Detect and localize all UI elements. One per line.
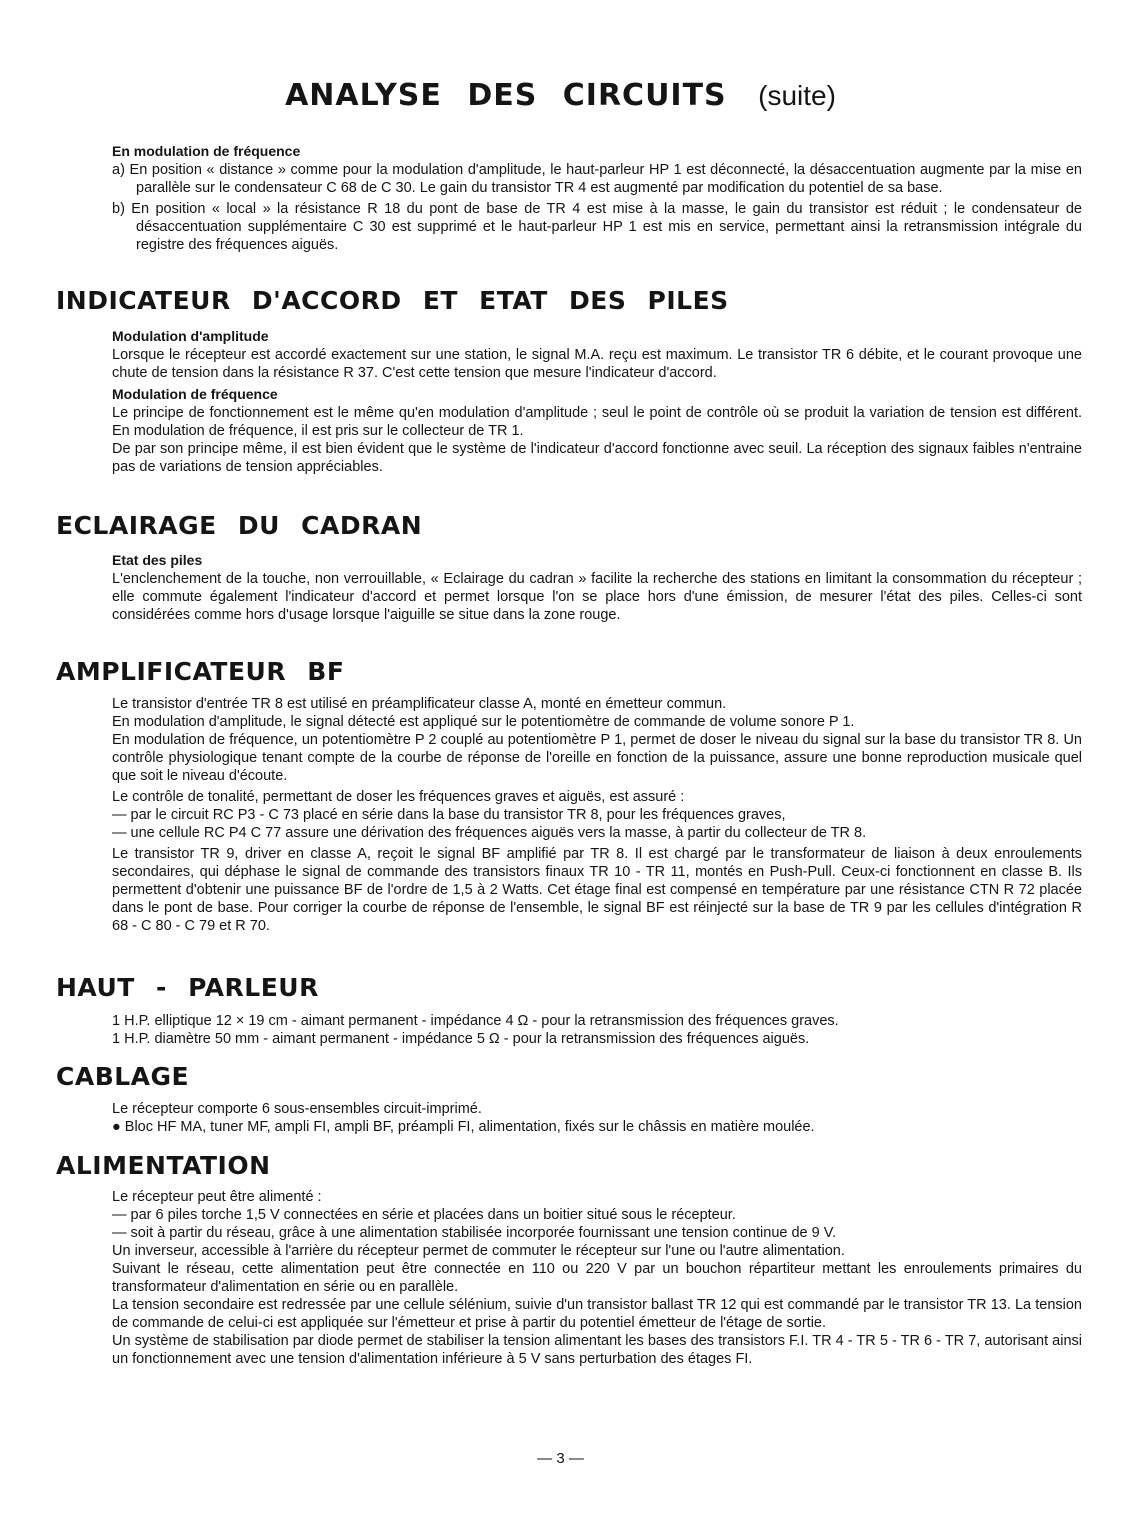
section-eclairage	[112, 549, 1082, 624]
paragraph-alim-3: Suivant le réseau, cette alimentation peut être connectée en 110 ou 220 V par un bouchon répartiteur mettant les enroulements primaires du transformateur d'alimentation en série ou en parallèle.	[112, 1261, 1082, 1295]
item-a: a) En position « distance » comme pour la modulation d'amplitude, le haut-parleur HP 1 est déconnecté, la désaccentuation augmente par la mise en parallèle sur le condensateur C 68 de C 30. Le gain du transistor TR 4 est augmenté par modification du potentiel de sa base.	[112, 162, 1082, 196]
paragraph-alim-2: Un inverseur, accessible à l'arrière du récepteur permet de commuter le récepteur sur l'une ou l'autre alimentation.	[112, 1243, 845, 1259]
subheading-fm-indicator: Modulation de fréquence	[112, 386, 278, 402]
line-hp-1: 1 H.P. elliptique 12 × 19 cm - aimant permanent - impédance 4 Ω - pour la retransmission des fréquences graves.	[112, 1013, 839, 1029]
heading-cablage: CABLAGE	[56, 1062, 190, 1091]
line-cablage-2: ● Bloc HF MA, tuner MF, ampli FI, ampli BF, préampli FI, alimentation, fixés sur le châssis en matière moulée.	[112, 1119, 815, 1135]
heading-alimentation: ALIMENTATION	[56, 1151, 271, 1180]
paragraph-fm-2: De par son principe même, il est bien évident que le système de l'indicateur d'accord fonctionne avec seuil. La réception des signaux faibles n'entraine pas de variations de tension appréciables.	[112, 441, 1082, 475]
line-cablage-1: Le récepteur comporte 6 sous-ensembles circuit-imprimé.	[112, 1101, 482, 1117]
paragraph-ampli-1: Le transistor d'entrée TR 8 est utilisé en préamplificateur classe A, monté en émetteur commun.	[112, 696, 727, 712]
heading-ampli: AMPLIFICATEUR BF	[56, 657, 345, 686]
page-number: — 3 —	[537, 1450, 584, 1467]
page-title-main: ANALYSE DES CIRCUITS	[285, 78, 727, 113]
item-b: b) En position « local » la résistance R 18 du pont de base de TR 4 est mise à la masse, le gain du transistor est réduit ; le condensateur de désaccentuation supplémentaire C 30 est supprimé et le haut-parleur HP 1 est mis en service, permettant ainsi la retransmission intégrale du registre des fréquences aiguës.	[112, 201, 1082, 253]
subheading-piles: Etat des piles	[112, 552, 203, 568]
subheading-fm: En modulation de fréquence	[112, 143, 301, 159]
paragraph-ampli-3: En modulation de fréquence, un potentiomètre P 2 couplé au potentiomètre P 1, permet de doser le niveau du signal sur la base du transistor TR 8. Un contrôle physiologique tenant compte de la courbe de réponse de l'oreille en fonction de la puissance, assure une bonne reproduction musicale quel que soit le niveau d'écoute.	[112, 732, 1082, 784]
paragraph-eclairage: L'enclenchement de la touche, non verrouillable, « Eclairage du cadran » facilite la recherche des stations en limitant la consommation du récepteur ; elle commute également l'indicateur d'accord et permet lorsque l'on se place hors d'une émission, de mesurer l'état des piles. Celles-ci sont considérées comme hors d'usage lorsque l'aiguille se situe dans la zone rouge.	[112, 571, 1082, 623]
dash-alim-1: — par 6 piles torche 1,5 V connectées en série et placées dans un boitier situé sous le récepteur.	[112, 1207, 736, 1223]
subheading-am: Modulation d'amplitude	[112, 328, 269, 344]
line-hp-2: 1 H.P. diamètre 50 mm - aimant permanent - impédance 5 Ω - pour la retransmission des fréquences aiguës.	[112, 1031, 810, 1047]
section-cablage	[112, 1100, 1082, 1136]
heading-indicateur: INDICATEUR D'ACCORD ET ETAT DES PILES	[56, 286, 729, 315]
section-fm-intro	[112, 140, 1082, 254]
paragraph-fm: Le principe de fonctionnement est le même qu'en modulation d'amplitude ; seul le point de contrôle où se produit la variation de tension est différent. En modulation de fréquence, il est pris sur le collecteur de TR 1.	[112, 405, 1082, 439]
page-title	[0, 78, 1121, 113]
section-haut-parleur	[112, 1012, 1082, 1048]
dash-ampli-2: — une cellule RC P4 C 77 assure une dérivation des fréquences aiguës vers la masse, à partir du collecteur de TR 8.	[112, 825, 867, 841]
paragraph-alim-4: La tension secondaire est redressée par une cellule sélénium, suivie d'un transistor ballast TR 12 qui est commandé par le transistor TR 13. La tension de commande de celui-ci est appliquée sur l'émetteur et prise à partir du potentiel émetteur de l'étage de sortie.	[112, 1297, 1082, 1331]
heading-haut-parleur: HAUT - PARLEUR	[56, 973, 319, 1002]
paragraph-ampli-5: Le transistor TR 9, driver en classe A, reçoit le signal BF amplifié par TR 8. Il est chargé par le transformateur de liaison à deux enroulements secondaires, qui déphase le signal de commande des transistors finaux TR 10 - TR 11, montés en Push-Pull. Ceux-ci fonctionnent en classe B. Ils permettent d'obtenir une puissance BF de l'ordre de 1,5 à 2 Watts. Cet étage final est compensé en température par une résistance CTN R 72 placée dans le pont de base. Pour corriger la courbe de réponse de l'ensemble, le signal BF est réinjecté sur la base de TR 9 par les cellules d'intégration R 68 - C 80 - C 79 et R 70.	[112, 846, 1082, 934]
dash-alim-2: — soit à partir du réseau, grâce à une alimentation stabilisée incorporée fournissant une tension continue de 9 V.	[112, 1225, 837, 1241]
paragraph-am: Lorsque le récepteur est accordé exactement sur une station, le signal M.A. reçu est maximum. Le transistor TR 6 débite, et le courant provoque une chute de tension dans la résistance R 37. C'est cette tension que mesure l'indicateur d'accord.	[112, 347, 1082, 381]
section-indicateur	[112, 325, 1082, 476]
paragraph-ampli-2: En modulation d'amplitude, le signal détecté est appliqué sur le potentiomètre de commande de volume sonore P 1.	[112, 714, 855, 730]
paragraph-ampli-4: Le contrôle de tonalité, permettant de doser les fréquences graves et aiguës, est assuré :	[112, 789, 685, 805]
section-ampli	[112, 695, 1082, 935]
page-title-suite: (suite)	[758, 80, 836, 111]
paragraph-alim-5: Un système de stabilisation par diode permet de stabiliser la tension alimentant les bases des transistors F.I. TR 4 - TR 5 - TR 6 - TR 7, autorisant ainsi un fonctionnement avec une tension d'alimentation inférieure à 5 V sans perturbation des étages FI.	[112, 1333, 1082, 1367]
section-alimentation	[112, 1188, 1082, 1368]
dash-ampli-1: — par le circuit RC P3 - C 73 placé en série dans la base du transistor TR 8, pour les fréquences graves,	[112, 807, 786, 823]
heading-eclairage: ECLAIRAGE DU CADRAN	[56, 511, 423, 540]
paragraph-alim-1: Le récepteur peut être alimenté :	[112, 1189, 322, 1205]
